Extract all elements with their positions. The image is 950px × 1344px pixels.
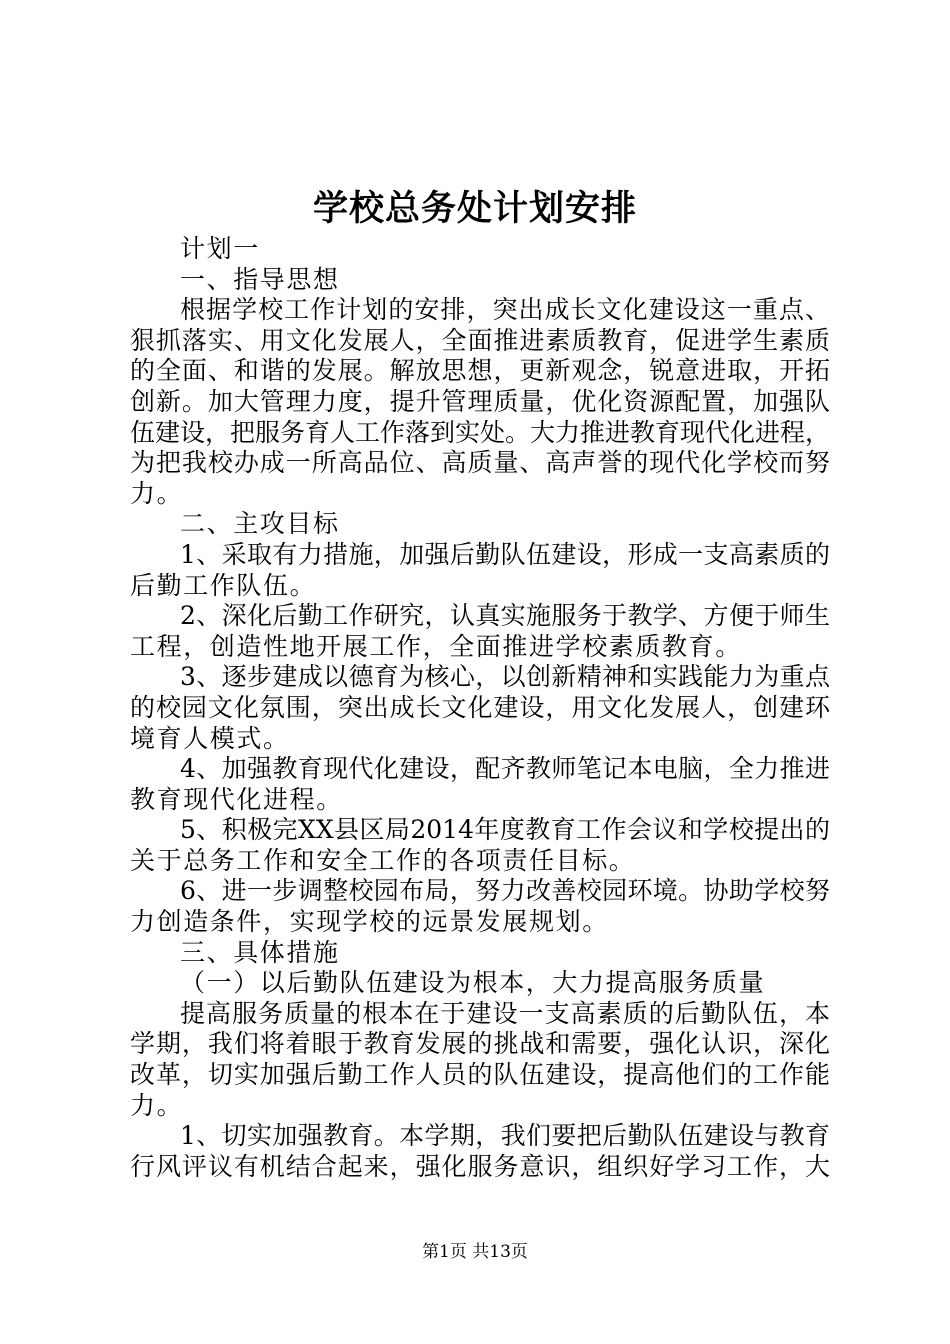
paragraph-line: 的全面、和谐的发展。解放思想，更新观念，锐意进取，开拓 (130, 356, 830, 386)
paragraph-line: 行风评议有机结合起来，强化服务意识，组织好学习工作，大 (130, 1151, 830, 1181)
paragraph-line: 4、加强教育现代化建设，配齐教师笔记本电脑，全力推进 (180, 754, 830, 784)
section-label: 计划一 (180, 234, 260, 263)
paragraph-line: 学期，我们将着眼于教育发展的挑战和需要，强化认识，深化 (130, 1029, 830, 1059)
paragraph-line: 境育人模式。 (130, 723, 290, 753)
paragraph-line: 改革，切实加强后勤工作人员的队伍建设，提高他们的工作能 (130, 1060, 830, 1090)
paragraph-line: 后勤工作队伍。 (130, 570, 317, 600)
paragraph-line: 2、深化后勤工作研究，认真实施服务于教学、方便于师生 (180, 601, 830, 631)
section-heading: 二、主攻目标 (180, 509, 340, 539)
page-footer: 第1页 共13页 (422, 1242, 528, 1262)
paragraph-line: 伍建设，把服务育人工作落到实处。大力推进教育现代化进程， (130, 417, 831, 447)
paragraph-line: 创新。加大管理力度，提升管理质量，优化资源配置，加强队 (130, 386, 830, 416)
paragraph-line: 教育现代化进程。 (130, 784, 343, 814)
paragraph-line: 根据学校工作计划的安排，突出成长文化建设这一重点、 (180, 295, 830, 325)
paragraph-line: 5、积极完XX县区局2014年度教育工作会议和学校提出的 (180, 815, 830, 845)
document-title: 学校总务处计划安排 (312, 188, 637, 229)
paragraph-line: 力。 (130, 478, 184, 508)
paragraph-line: 1、采取有力措施，加强后勤队伍建设，形成一支高素质的 (180, 539, 830, 569)
section-heading: 一、指导思想 (180, 264, 340, 294)
paragraph-line: 狠抓落实、用文化发展人，全面推进素质教育，促进学生素质 (130, 325, 830, 355)
document-body (130, 234, 830, 1182)
section-heading: 三、具体措施 (180, 937, 340, 967)
paragraph-line: 工程，创造性地开展工作，全面推进学校素质教育。 (130, 631, 742, 661)
subsection-heading: （一）以后勤队伍建设为根本，大力提高服务质量 (180, 968, 766, 998)
paragraph-line: 的校园文化氛围，突出成长文化建设，用文化发展人，创建环 (130, 692, 830, 722)
paragraph-line: 3、逐步建成以德育为核心，以创新精神和实践能力为重点 (180, 662, 830, 692)
paragraph-line: 力创造条件，实现学校的远景发展规划。 (130, 907, 609, 937)
paragraph-line: 力。 (130, 1090, 184, 1120)
paragraph-line: 为把我校办成一所高品位、高质量、高声誉的现代化学校而努 (130, 448, 830, 478)
paragraph-line: 关于总务工作和安全工作的各项责任目标。 (130, 845, 636, 875)
paragraph-line: 1、切实加强教育。本学期，我们要把后勤队伍建设与教育 (180, 1121, 830, 1151)
paragraph-line: 提高服务质量的根本在于建设一支高素质的后勤队伍，本 (180, 998, 830, 1028)
paragraph-line: 6、进一步调整校园布局，努力改善校园环境。协助学校努 (180, 876, 830, 906)
